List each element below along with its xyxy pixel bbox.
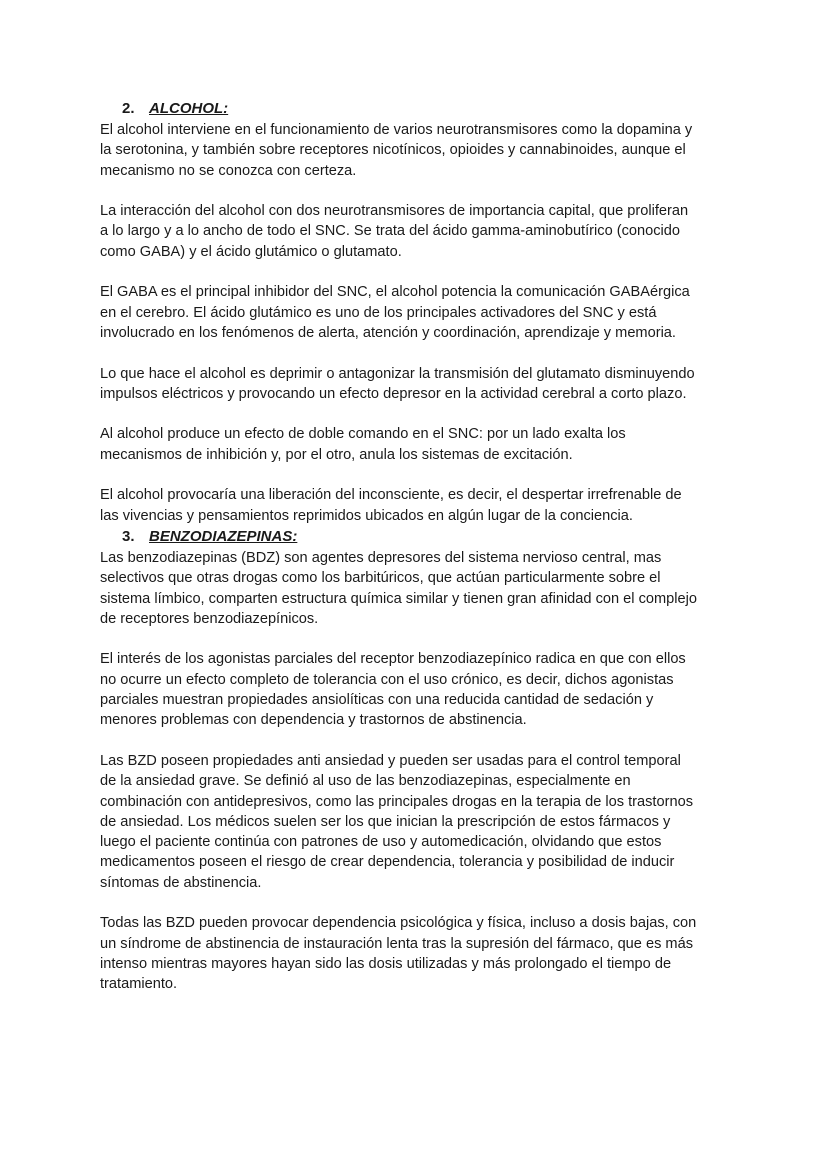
text-line: como GABA) y el ácido glutámico o glutamato. (100, 243, 402, 260)
section-number: 2. (122, 100, 135, 117)
text-line: de receptores benzodiazepínicos. (100, 610, 319, 627)
text-line: menores problemas con dependencia y trastornos de abstinencia. (100, 712, 527, 729)
text-line: El alcohol provocaría una liberación del inconsciente, es decir, el despertar irrefrenable de (100, 487, 682, 504)
text-line: Lo que hace el alcohol es deprimir o antagonizar la transmisión del glutamato disminuyendo (100, 365, 695, 382)
text-line: no ocurre un efecto completo de tolerancia con el uso crónico, es decir, dichos agonistas (100, 671, 674, 688)
text-line: El GABA es el principal inhibidor del SNC, el alcohol potencia la comunicación GABAérgica (100, 284, 690, 301)
paragraph (100, 364, 740, 405)
section-alcohol (100, 98, 740, 526)
paragraph (100, 751, 740, 893)
text-line: sistema límbico, comparten estructura química similar y tienen gran afinidad con el complejo (100, 590, 697, 607)
text-line: mecanismo no se conozca con certeza. (100, 162, 357, 179)
paragraph (100, 282, 740, 343)
text-line: mecanismos de inhibición y, por el otro, anula los sistemas de excitación. (100, 446, 573, 463)
paragraph (100, 649, 740, 730)
document-page (100, 98, 740, 994)
text-line: El interés de los agonistas parciales del receptor benzodiazepínico radica en que con ellos (100, 651, 686, 668)
text-line: combinación con antidepresivos, como las principales drogas en la terapia de los trastornos (100, 793, 693, 810)
section-heading-benzodiazepinas (100, 526, 740, 548)
text-line: a lo largo y a lo ancho de todo el SNC. Se trata del ácido gamma-aminobutírico (conocido (100, 223, 681, 240)
text-line: Las BZD poseen propiedades anti ansiedad y pueden ser usadas para el control temporal (100, 752, 681, 769)
paragraph (100, 201, 740, 262)
text-line: tratamiento. (100, 976, 178, 993)
section-number: 3. (122, 527, 135, 545)
text-line: Las benzodiazepinas (BDZ) son agentes depresores del sistema nervioso central, mas (100, 549, 662, 566)
text-line: Al alcohol produce un efecto de doble comando en el SNC: por un lado exalta los (100, 426, 626, 443)
section-benzodiazepinas (100, 526, 740, 995)
paragraph (100, 120, 740, 181)
paragraph (100, 424, 740, 465)
text-line: intenso mientras mayores hayan sido las dosis utilizadas y más prolongado el tiempo de (100, 955, 672, 972)
text-line: medicamentos poseen el riesgo de crear dependencia, tolerancia y posibilidad de inducir (100, 854, 675, 871)
text-line: de ansiedad. Los médicos suelen ser los que inician la prescripción de estos fármacos y (100, 813, 671, 830)
text-line: de la ansiedad grave. Se definió al uso de las benzodiazepinas, especialmente en (100, 773, 631, 790)
text-line: un síndrome de abstinencia de instauración lenta tras la supresión del fármaco, que es más (100, 935, 694, 952)
paragraph (100, 548, 740, 629)
section-title: BENZODIAZEPINAS: (149, 527, 298, 545)
text-line: síntomas de abstinencia. (100, 874, 262, 891)
text-line: impulsos eléctricos y provocando un efecto depresor en la actividad cerebral a corto plazo. (100, 385, 687, 402)
text-line: parciales muestran propiedades ansiolíticas con una reducida cantidad de sedación y (100, 692, 654, 709)
text-line: La interacción del alcohol con dos neurotransmisores de importancia capital, que proliferan (100, 203, 689, 220)
text-line: involucrado en los fenómenos de alerta, atención y coordinación, aprendizaje y memoria. (100, 324, 676, 341)
text-line: Todas las BZD pueden provocar dependencia psicológica y física, incluso a dosis bajas, con (100, 915, 697, 932)
text-line: El alcohol interviene en el funcionamiento de varios neurotransmisores como la dopamina y (100, 122, 693, 138)
section-title: ALCOHOL: (149, 100, 229, 117)
text-line: selectivos que otras drogas como los barbitúricos, que actúan particularmente sobre el (100, 570, 661, 587)
text-line: la serotonina, y también sobre receptores nicotínicos, opioides y cannabinoides, aunque el (100, 142, 686, 159)
section-heading-alcohol (100, 98, 740, 120)
text-line: las vivencias y pensamientos reprimidos ubicados en algún lugar de la conciencia. (100, 507, 633, 524)
paragraph (100, 913, 740, 994)
text-line: en el cerebro. El ácido glutámico es uno de los principales activadores del SNC y está (100, 304, 657, 321)
text-line: luego el paciente continúa con patrones de uso y automedicación, olvidando que estos (100, 834, 662, 851)
paragraph (100, 485, 740, 526)
